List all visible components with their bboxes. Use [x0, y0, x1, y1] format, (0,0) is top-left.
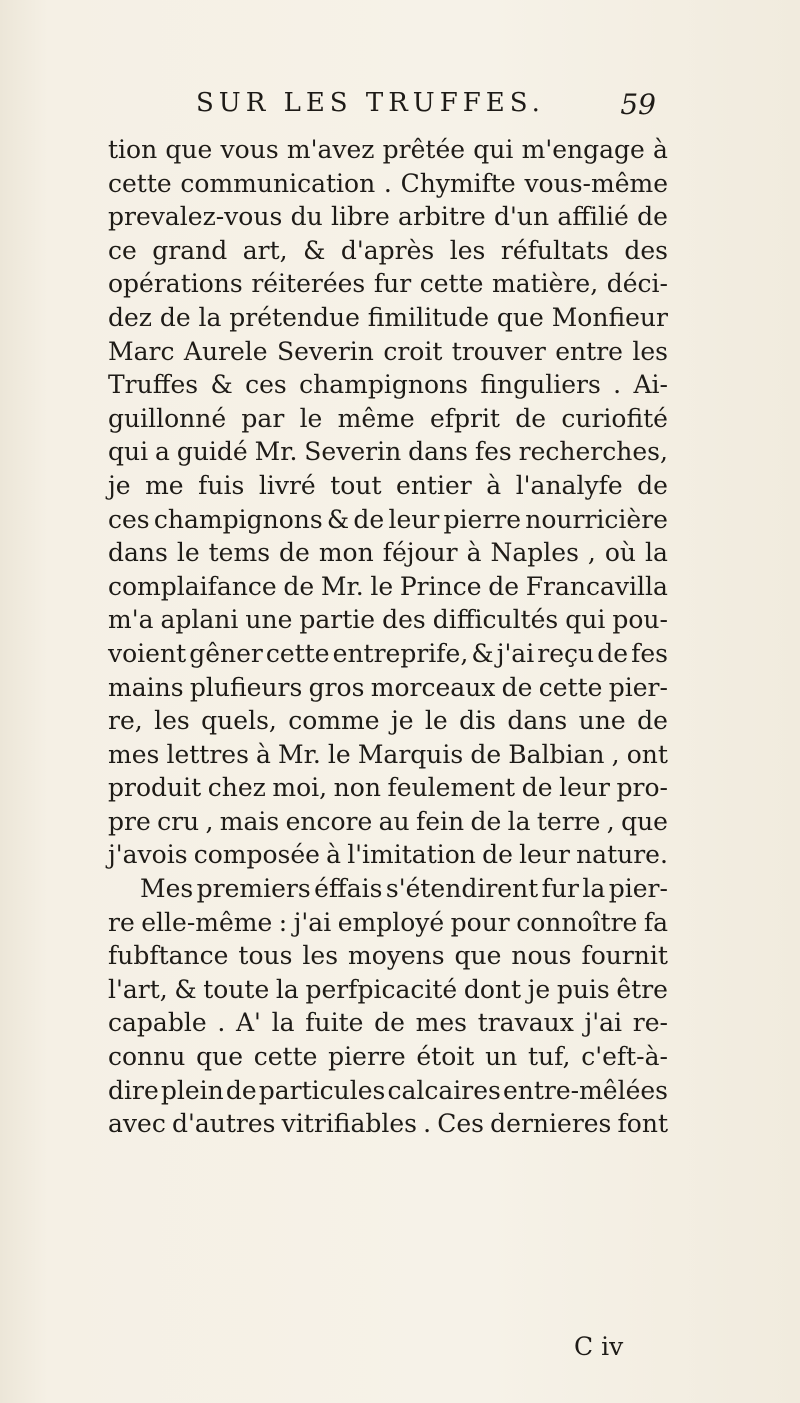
- text-line: dans le tems de mon féjour à Naples , où la: [108, 538, 668, 568]
- text-line: dire plein de particules calcaires entre-mêlées: [108, 1075, 668, 1105]
- text-line: re, les quels, comme je le dis dans une de: [108, 706, 668, 736]
- text-line: fubftance tous les moyens que nous fournit: [108, 941, 668, 971]
- signature-mark: C iv: [574, 1332, 624, 1361]
- text-line: avec d'autres vitrifiables . Ces dernieres font: [108, 1109, 668, 1139]
- text-line: Marc Aurele Severin croit trouver entre les: [108, 336, 668, 366]
- text-line: dez de la prétendue fimilitude que Monfieur: [108, 302, 668, 332]
- text-line: guillonné par le même efprit de curiofité: [108, 403, 668, 433]
- running-title: SUR LES TRUFFES.: [196, 88, 545, 118]
- text-line: Truffes & ces champignons finguliers . Ai-: [108, 370, 668, 400]
- text-line: ces champignons & de leur pierre nourricière: [108, 504, 668, 534]
- text-line: pre cru , mais encore au fein de la terre , que: [108, 806, 668, 836]
- text-line: j'avois composée à l'imitation de leur nature.: [108, 840, 668, 870]
- text-line: capable . A' la fuite de mes travaux j'ai re-: [108, 1008, 668, 1038]
- text-line: voient gêner cette entreprife, & j'ai reçu de fes: [108, 638, 668, 668]
- text-line: l'art, & toute la perfpicacité dont je puis être: [108, 974, 668, 1004]
- text-line: mes lettres à Mr. le Marquis de Balbian , ont: [108, 739, 668, 769]
- page-header: [196, 88, 656, 128]
- text-line: je me fuis livré tout entier à l'analyfe de: [108, 470, 668, 500]
- text-line: ce grand art, & d'après les réfultats des: [108, 235, 668, 265]
- text-line: tion que vous m'avez prêtée qui m'engage à: [108, 135, 668, 164]
- text-line: connu que cette pierre étoit un tuf, c'eft-à-: [108, 1042, 668, 1072]
- text-line: qui a guidé Mr. Severin dans fes recherches,: [108, 437, 668, 467]
- body-text: [108, 133, 668, 1141]
- text-line: opérations réiterées fur cette matière, déci-: [108, 269, 668, 299]
- text-line: produit chez moi, non feulement de leur pro-: [108, 773, 668, 803]
- text-line: Mes premiers éffais s'étendirent fur la pier-: [140, 874, 668, 904]
- text-line: prevalez-vous du libre arbitre d'un affilié de: [108, 202, 668, 232]
- text-line: re elle-même : j'ai employé pour connoître fa: [108, 907, 668, 937]
- text-line: complaifance de Mr. le Prince de Francavilla: [108, 571, 668, 601]
- page-number: 59: [620, 88, 656, 121]
- text-line: mains plufieurs gros morceaux de cette pier-: [108, 672, 668, 702]
- text-line: m'a aplani une partie des difficultés qui pou-: [108, 605, 668, 635]
- text-line: cette communication . Chymifte vous-même: [108, 168, 668, 198]
